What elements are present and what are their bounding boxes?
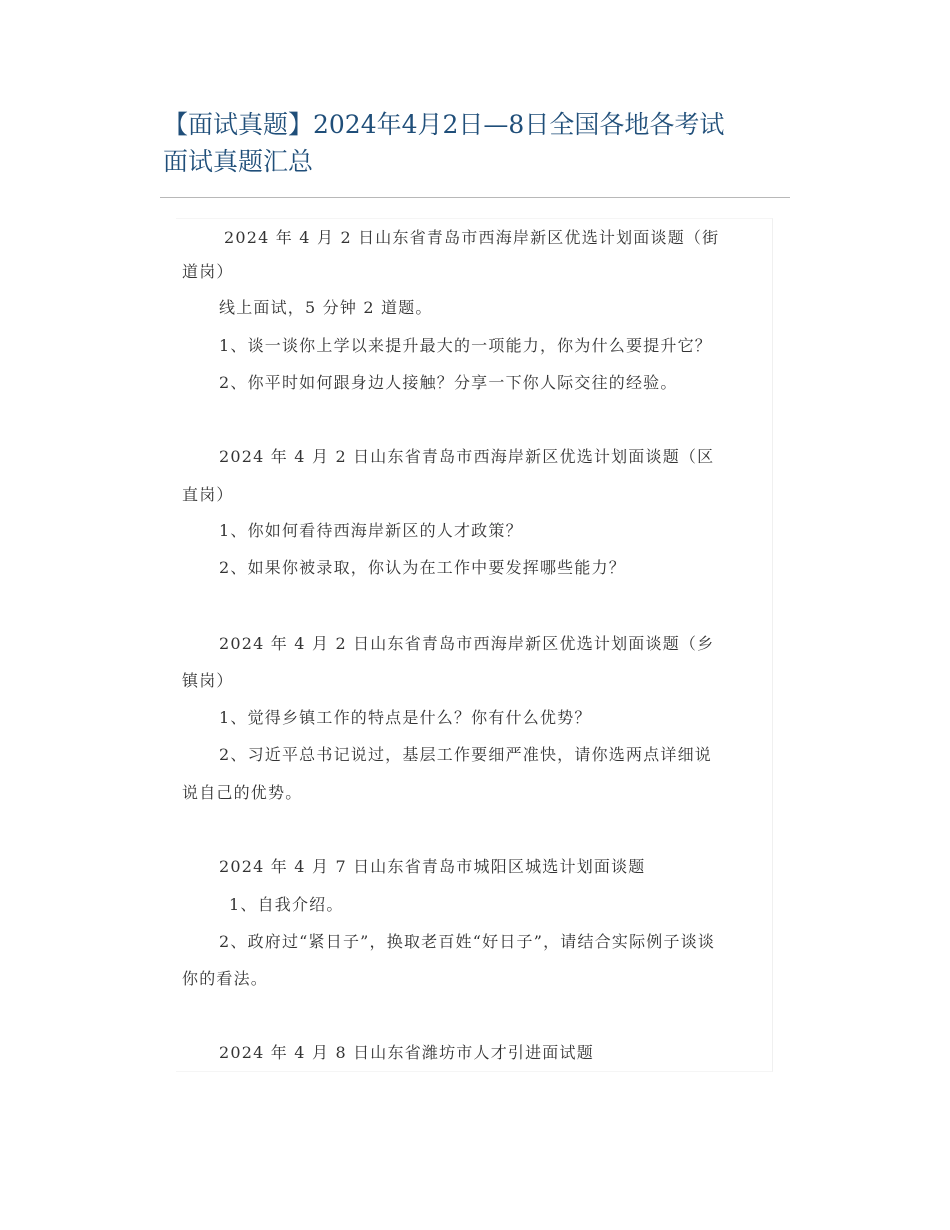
list-item-cont: 说自己的优势。: [182, 783, 303, 802]
list-item: 2、你平时如何跟身边人接触？分享一下你人际交往的经验。: [219, 373, 678, 392]
title-line-1: 【面试真题】2024年4月2日—8日全国各地各考试: [163, 110, 725, 139]
list-item: 1、自我介绍。: [229, 895, 344, 914]
page-title: [163, 106, 803, 180]
section-heading-cont: 直岗）: [182, 485, 234, 504]
list-item: 1、谈一谈你上学以来提升最大的一项能力，你为什么要提升它？: [219, 336, 712, 355]
list-item: 2、如果你被录取，你认为在工作中要发挥哪些能力？: [219, 558, 626, 577]
list-item: 1、觉得乡镇工作的特点是什么？你有什么优势？: [219, 708, 592, 727]
section-heading: 2024 年 4 月 7 日山东省青岛市城阳区城选计划面谈题: [219, 857, 646, 876]
section-heading: 2024 年 4 月 2 日山东省青岛市西海岸新区优选计划面谈题（乡: [219, 634, 715, 653]
section-heading: 2024 年 4 月 8 日山东省潍坊市人才引进面试题: [219, 1043, 594, 1062]
section-heading-cont: 道岗）: [182, 262, 234, 281]
list-item: 1、你如何看待西海岸新区的人才政策？: [219, 521, 523, 540]
section-heading: 2024 年 4 月 2 日山东省青岛市西海岸新区优选计划面谈题（区: [219, 447, 715, 466]
section-heading-cont: 镇岗）: [182, 671, 234, 690]
section-heading: 2024 年 4 月 2 日山东省青岛市西海岸新区优选计划面谈题（街: [224, 228, 720, 247]
list-item: 2、习近平总书记说过，基层工作要细严准快，请你选两点详细说: [219, 745, 712, 764]
title-line-2: 面试真题汇总: [163, 147, 314, 176]
list-item-cont: 你的看法。: [182, 969, 269, 988]
title-divider: [160, 197, 790, 198]
list-item: 线上面试，5 分钟 2 道题。: [219, 298, 433, 317]
list-item: 2、政府过“紧日子”，换取老百姓“好日子”，请结合实际例子谈谈: [219, 932, 716, 951]
